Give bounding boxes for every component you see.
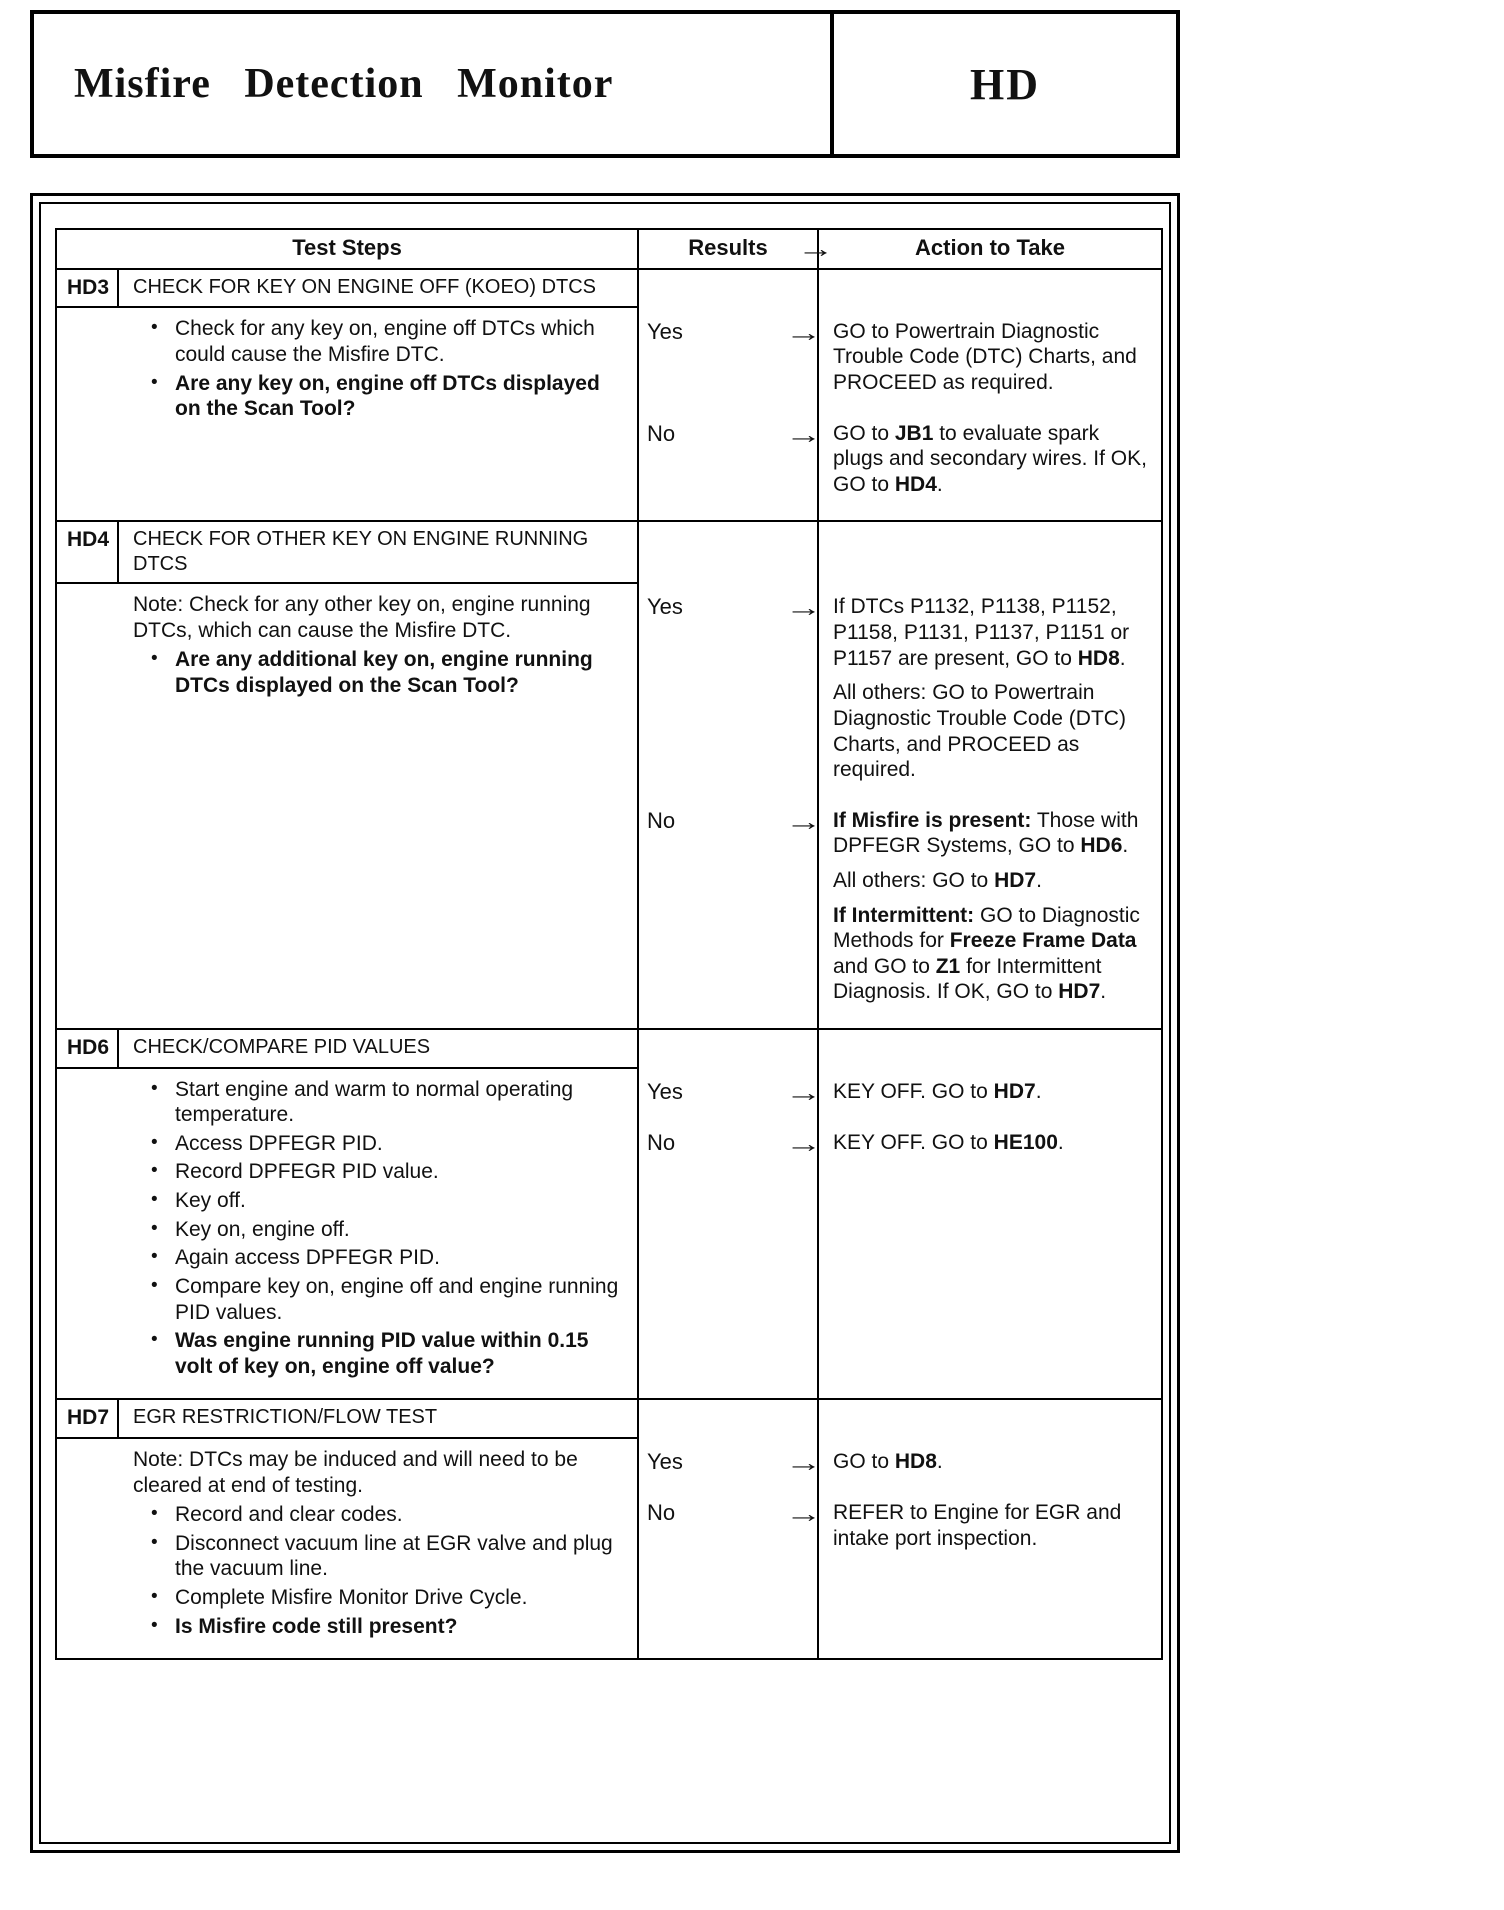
action-text-segment: Freeze Frame Data: [949, 929, 1137, 953]
arrow-right-icon: →: [785, 1079, 823, 1108]
action-text: [817, 1498, 1157, 1560]
column-header-action: Action to Take: [817, 230, 1161, 268]
action-text: [817, 1128, 1157, 1165]
action-paragraph: [833, 1449, 1151, 1475]
action-text-segment: All others: GO to: [833, 868, 995, 892]
action-text-segment: If DTCs P1132, P1138, P1152, P1158, P1131, P1137, P1151 or P1157 are present, GO to: [833, 595, 1130, 670]
step-header-row: [57, 1400, 637, 1439]
bullet-icon: •: [151, 317, 158, 339]
result-row: [637, 317, 1157, 405]
arrow-right-icon: →: [785, 1449, 823, 1478]
bullet-icon: •: [151, 1614, 158, 1636]
step-id: HD3: [57, 270, 119, 307]
result-answer: Yes: [647, 1449, 683, 1475]
action-text-segment: If Misfire is present:: [833, 808, 1032, 832]
result-answer: No: [647, 807, 676, 833]
step-section-hd4: [57, 520, 1161, 1028]
action-text-segment: KEY OFF. GO to: [833, 1080, 994, 1104]
action-text-segment: HE100: [993, 1130, 1058, 1154]
diagnostic-table: [55, 228, 1163, 1660]
action-text-segment: All others: GO to Powertrain Diagnostic Trouble Code (DTC) Charts, and PROCEED as required.: [833, 681, 1126, 782]
action-text-segment: .: [1057, 1130, 1064, 1154]
results-action-cell: [637, 1030, 1161, 1398]
bullet-text: Again access DPFEGR PID.: [175, 1246, 440, 1270]
action-text-segment: .: [1035, 1080, 1042, 1104]
action-text-segment: HD6: [1080, 834, 1123, 858]
action-text-segment: HD7: [993, 1080, 1036, 1104]
bullet-icon: •: [151, 1189, 158, 1211]
note-text: Note: DTCs may be induced and will need to be cleared at end of testing.: [133, 1447, 578, 1497]
bullet-icon: •: [151, 1217, 158, 1239]
arrow-right-icon: →: [785, 1499, 823, 1528]
step-header-row: [57, 1030, 637, 1069]
action-text-segment: KEY OFF. GO to: [833, 1130, 994, 1154]
title-header-box: [30, 10, 1180, 158]
code-cell: [834, 14, 1176, 154]
step-section-hd3: [57, 268, 1161, 521]
action-text-segment: HD8: [894, 1450, 937, 1474]
result-row: [637, 1447, 1157, 1484]
table-header-row: [57, 230, 1161, 268]
bullet-item: [133, 1159, 623, 1185]
action-paragraph: [833, 594, 1151, 671]
action-text-segment: HD4: [894, 472, 937, 496]
bullet-text: Compare key on, engine off and engine running PID values.: [175, 1274, 619, 1324]
action-text-segment: GO to: [833, 421, 895, 445]
result-answer: Yes: [647, 1079, 683, 1105]
step-title: EGR RESTRICTION/FLOW TEST: [133, 1406, 438, 1429]
step-body: [57, 584, 637, 717]
action-text: [817, 317, 1157, 405]
step-section-hd6: [57, 1028, 1161, 1398]
arrow-right-icon: →: [785, 807, 823, 836]
bullet-item: [133, 647, 623, 698]
result-answer: Yes: [647, 318, 683, 344]
bullet-text: Access DPFEGR PID.: [175, 1131, 383, 1155]
bullet-text: Was engine running PID value within 0.15 volt of key on, engine off value?: [175, 1329, 589, 1378]
action-text-segment: .: [936, 472, 943, 496]
action-paragraph: [833, 680, 1151, 782]
bullet-item: [133, 1245, 623, 1271]
result-row: [637, 806, 1157, 1014]
bullet-icon: •: [151, 1246, 158, 1268]
step-title: CHECK FOR KEY ON ENGINE OFF (KOEO) DTCS: [133, 275, 597, 298]
action-text: [817, 1447, 1157, 1484]
action-paragraph: [833, 868, 1151, 894]
bullet-item: [133, 371, 623, 422]
action-text: [817, 1077, 1157, 1114]
action-paragraph: [833, 1130, 1151, 1156]
test-steps-cell: [57, 1400, 637, 1658]
action-text-segment: .: [1119, 646, 1126, 670]
action-text-segment: HD7: [994, 868, 1037, 892]
action-paragraph: [833, 808, 1151, 859]
action-text-segment: REFER to Engine for EGR and intake port inspection.: [833, 1500, 1122, 1550]
section-code: HD: [970, 59, 1040, 109]
action-text-segment: If Intermittent:: [833, 903, 975, 927]
action-text: [817, 419, 1157, 507]
bullet-text: Check for any key on, engine off DTCs which could cause the Misfire DTC.: [175, 317, 595, 367]
bullet-text: Are any additional key on, engine running DTCs displayed on the Scan Tool?: [175, 648, 593, 698]
page-title: Misfire Detection Monitor: [74, 61, 614, 107]
result-row: [637, 592, 1157, 791]
action-text-segment: to evaluate spark plugs and secondary wires. If OK, GO to: [833, 421, 1147, 496]
bullet-icon: •: [151, 1585, 158, 1607]
bullet-item: [133, 1502, 623, 1528]
bullet-item: [133, 1077, 623, 1128]
bullet-item: [133, 1274, 623, 1325]
result-answer: No: [647, 1129, 676, 1155]
results-action-cell: [637, 522, 1161, 1028]
action-paragraph: [833, 1500, 1151, 1551]
action-text-segment: .: [1100, 980, 1107, 1004]
action-text-segment: GO to Diagnostic Methods for: [833, 903, 1140, 953]
test-steps-cell: [57, 270, 637, 521]
bullet-text: Record DPFEGR PID value.: [175, 1160, 439, 1184]
action-text-segment: .: [1036, 868, 1042, 892]
results-action-cell: [637, 270, 1161, 521]
arrow-right-icon: →: [785, 594, 823, 623]
action-text-segment: Z1: [935, 954, 961, 978]
step-id: HD7: [57, 1400, 119, 1437]
bullet-icon: •: [151, 1131, 158, 1153]
action-paragraph: [833, 319, 1151, 396]
bullet-text: Disconnect vacuum line at EGR valve and plug the vacuum line.: [175, 1531, 613, 1581]
bullet-item: [133, 1585, 623, 1611]
action-text-segment: HD7: [1058, 980, 1101, 1004]
bullet-item: [133, 1131, 623, 1157]
column-header-results: Results: [637, 230, 817, 268]
bullet-icon: •: [151, 648, 158, 670]
result-row: [637, 419, 1157, 507]
test-steps-cell: [57, 522, 637, 1028]
action-text-segment: .: [1122, 834, 1129, 858]
action-text-segment: .: [936, 1450, 943, 1474]
result-row: [637, 1128, 1157, 1165]
bullet-icon: •: [151, 1274, 158, 1296]
action-text-segment: GO to Powertrain Diagnostic Trouble Code (DTC) Charts, and PROCEED as required.: [833, 319, 1137, 395]
step-body: [57, 1069, 637, 1399]
result-row: [637, 1498, 1157, 1560]
result-answer: No: [647, 420, 676, 446]
step-section-hd7: [57, 1398, 1161, 1658]
action-text-segment: Those with DPFEGR Systems, GO to: [833, 808, 1139, 858]
outer-border-box: [30, 193, 1180, 1853]
step-body: [57, 1439, 637, 1658]
step-id: HD4: [57, 522, 119, 582]
bullet-item: [133, 1188, 623, 1214]
action-text-segment: GO to: [833, 1450, 895, 1474]
column-header-test-steps: Test Steps: [292, 235, 402, 260]
action-paragraph: [833, 421, 1151, 498]
bullet-text: Complete Misfire Monitor Drive Cycle.: [175, 1585, 528, 1609]
bullet-item: [133, 1328, 623, 1379]
bullet-text: Start engine and warm to normal operating temperature.: [175, 1077, 574, 1127]
inner-border-box: [39, 202, 1171, 1844]
action-paragraph: [833, 1079, 1151, 1105]
arrow-right-icon: →: [785, 1129, 823, 1158]
action-text-segment: and GO to: [833, 954, 936, 978]
table-body: [57, 268, 1161, 1658]
bullet-item: [133, 1614, 623, 1640]
bullet-item: [133, 1217, 623, 1243]
title-cell: [34, 14, 834, 154]
bullet-icon: •: [151, 371, 158, 393]
bullet-text: Is Misfire code still present?: [175, 1614, 458, 1638]
action-text-segment: for Intermittent Diagnosis. If OK, GO to: [833, 954, 1102, 1004]
action-text: [817, 806, 1157, 1014]
action-text: [817, 592, 1157, 791]
action-text-segment: JB1: [894, 421, 934, 445]
step-body: [57, 308, 637, 440]
step-title: CHECK/COMPARE PID VALUES: [133, 1036, 431, 1059]
bullet-icon: •: [151, 1329, 158, 1351]
result-row: [637, 1077, 1157, 1114]
bullet-item: [133, 316, 623, 367]
bullet-text: Key off.: [175, 1189, 246, 1213]
bullet-icon: •: [151, 1503, 158, 1525]
arrow-right-icon: →: [785, 420, 823, 449]
step-header-row: [57, 270, 637, 309]
bullet-text: Key on, engine off.: [175, 1217, 350, 1241]
result-answer: No: [647, 1499, 676, 1525]
step-header-row: [57, 522, 637, 584]
bullet-text: Are any key on, engine off DTCs displayed on the Scan Tool?: [175, 371, 600, 421]
action-paragraph: [833, 903, 1151, 1005]
bullet-text: Record and clear codes.: [175, 1503, 403, 1527]
results-action-cell: [637, 1400, 1161, 1658]
action-text-segment: HD8: [1077, 646, 1120, 670]
arrow-right-icon: →: [785, 318, 823, 347]
bullet-item: [133, 1531, 623, 1582]
arrow-right-icon: →: [797, 235, 835, 263]
result-answer: Yes: [647, 594, 683, 620]
step-id: HD6: [57, 1030, 119, 1067]
bullet-icon: •: [151, 1160, 158, 1182]
note-text: Note: Check for any other key on, engine running DTCs, which can cause the Misfire DTC.: [133, 593, 591, 642]
bullet-icon: •: [151, 1531, 158, 1553]
test-steps-cell: [57, 1030, 637, 1398]
bullet-icon: •: [151, 1077, 158, 1099]
step-title: CHECK FOR OTHER KEY ON ENGINE RUNNING DTCS: [133, 528, 589, 575]
